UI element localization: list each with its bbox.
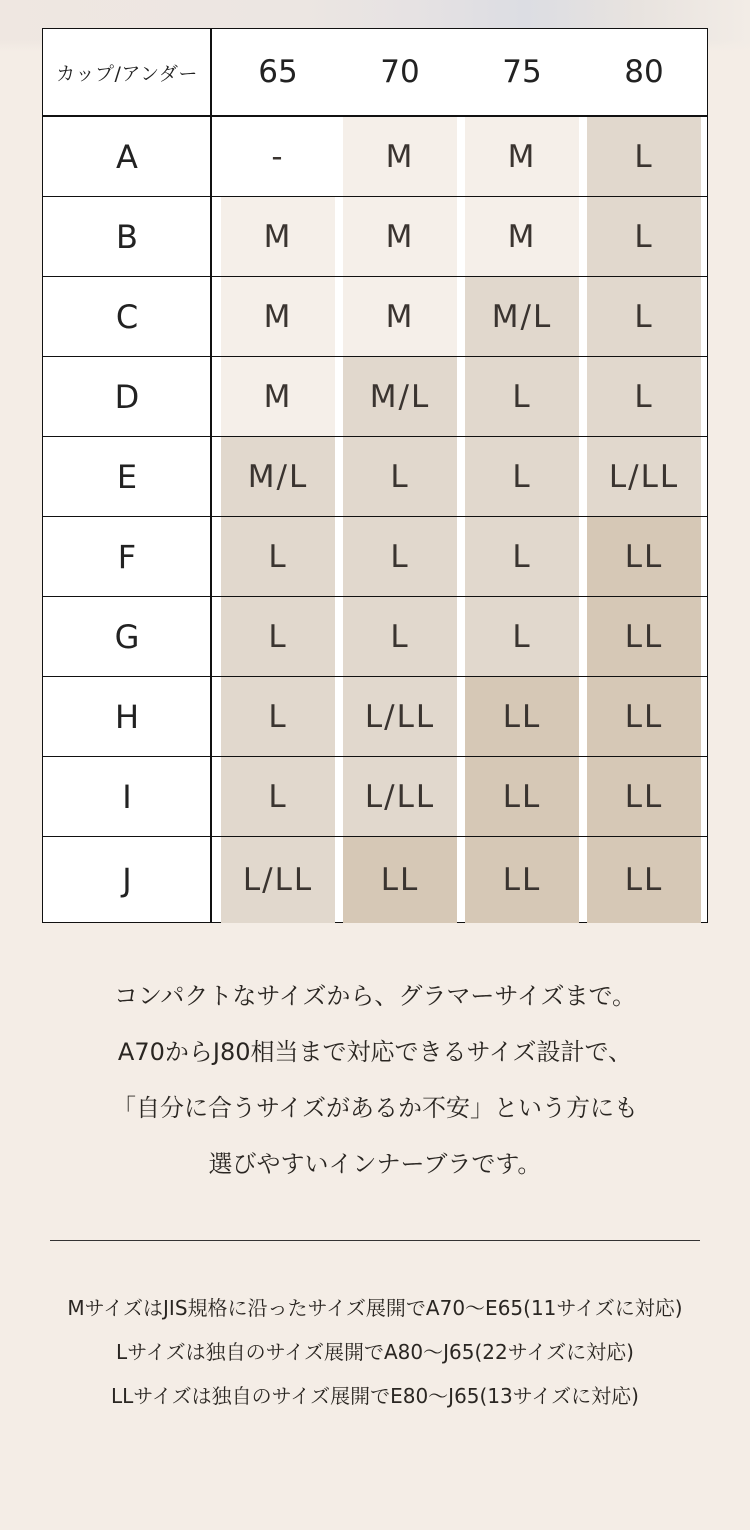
size-cell: M/L — [343, 357, 457, 436]
size-cell: LL — [587, 517, 701, 596]
size-cell: L — [465, 437, 579, 516]
table-row — [43, 117, 707, 197]
size-cell: M — [221, 277, 335, 356]
column-divider — [210, 29, 212, 922]
section-divider — [50, 1240, 700, 1241]
table-row — [43, 597, 707, 677]
table-row — [43, 277, 707, 357]
size-cell: LL — [587, 597, 701, 676]
intro-line: A70からJ80相当まで対応できるサイズ設計で、 — [117, 1038, 633, 1066]
size-cell: - — [221, 117, 335, 196]
size-cell: M — [343, 277, 457, 356]
size-cell: M — [221, 357, 335, 436]
column-header-75: 75 — [502, 54, 542, 90]
size-cell: L — [343, 517, 457, 596]
size-cell: L — [221, 677, 335, 756]
row-header-cup: D — [114, 377, 140, 416]
table-row — [43, 357, 707, 437]
size-cell: L — [587, 197, 701, 276]
intro-line: コンパクトなサイズから、グラマーサイズまで。 — [114, 982, 636, 1010]
size-cell: L — [465, 517, 579, 596]
note-ll-size: LLサイズは独自のサイズ展開でE80〜J65(13サイズに対応) — [111, 1384, 639, 1408]
table-row — [43, 677, 707, 757]
table-row — [43, 437, 707, 517]
row-header-cup: C — [115, 297, 139, 336]
row-header-cup: G — [114, 617, 140, 656]
size-cell: M — [343, 117, 457, 196]
size-cell: L — [221, 757, 335, 836]
size-cell: M — [465, 197, 579, 276]
column-header-80: 80 — [624, 54, 664, 90]
size-cell: L — [465, 597, 579, 676]
size-cell: L — [343, 437, 457, 516]
size-cell: L/LL — [343, 677, 457, 756]
row-header-cup: H — [114, 697, 140, 736]
size-cell: L — [465, 357, 579, 436]
row-header-cup: I — [122, 777, 132, 816]
note-l-size: Lサイズは独自のサイズ展開でA80〜J65(22サイズに対応) — [116, 1340, 634, 1364]
size-cell: LL — [587, 757, 701, 836]
size-cell: L — [221, 597, 335, 676]
size-chart-header-row — [43, 29, 707, 117]
size-cell: M — [343, 197, 457, 276]
size-cell: LL — [343, 837, 457, 923]
size-cell: M/L — [465, 277, 579, 356]
size-cell: LL — [465, 757, 579, 836]
size-chart-table — [42, 28, 708, 923]
intro-text — [0, 968, 750, 1192]
size-cell: L — [587, 117, 701, 196]
size-cell: LL — [465, 837, 579, 923]
note-m-size: MサイズはJIS規格に沿ったサイズ展開でA70〜E65(11サイズに対応) — [67, 1296, 683, 1320]
column-header-70: 70 — [380, 54, 420, 90]
size-notes — [0, 1286, 750, 1418]
size-cell: M — [221, 197, 335, 276]
size-cell: L — [221, 517, 335, 596]
table-row — [43, 197, 707, 277]
row-header-cup: A — [116, 137, 138, 176]
size-cell: L — [587, 357, 701, 436]
size-cell: L/LL — [221, 837, 335, 923]
size-cell: L/LL — [587, 437, 701, 516]
size-cell: L/LL — [343, 757, 457, 836]
size-cell: LL — [587, 677, 701, 756]
row-header-cup: J — [122, 861, 132, 899]
size-cell: L — [587, 277, 701, 356]
size-cell: L — [343, 597, 457, 676]
row-header-cup: E — [116, 457, 138, 496]
size-cell: M — [465, 117, 579, 196]
corner-label: カップ/アンダー — [56, 62, 198, 85]
size-cell: LL — [587, 837, 701, 923]
table-row — [43, 837, 707, 923]
intro-line: 選びやすいインナーブラです。 — [208, 1150, 542, 1178]
table-row — [43, 517, 707, 597]
size-cell: LL — [465, 677, 579, 756]
column-header-65: 65 — [258, 54, 298, 90]
row-header-cup: B — [116, 217, 138, 256]
row-header-cup: F — [117, 537, 137, 576]
size-cell: M/L — [221, 437, 335, 516]
table-row — [43, 757, 707, 837]
intro-line: 「自分に合うサイズがあるか不安」という方にも — [111, 1094, 639, 1122]
